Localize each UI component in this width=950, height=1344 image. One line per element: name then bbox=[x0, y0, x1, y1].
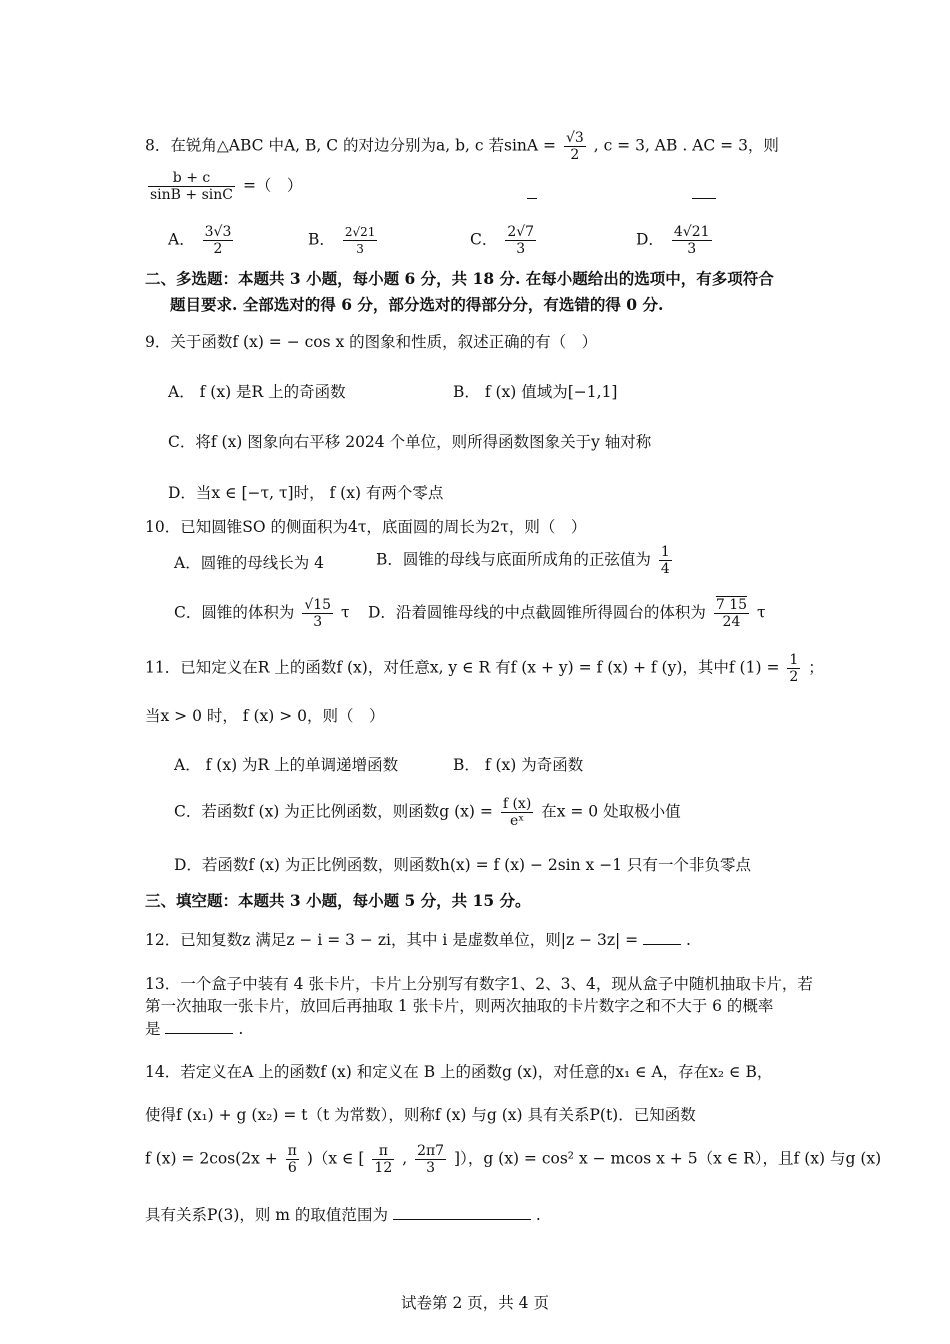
q8-lhs-tail: =（ ） bbox=[242, 176, 303, 195]
q11-condition: 当x > 0 时， f (x) > 0，则（ ） bbox=[145, 707, 385, 725]
q14-fraction bbox=[415, 1143, 446, 1176]
q11-f1-fraction bbox=[787, 652, 800, 685]
q8-stem-tail: , c = 3, AB . AC = 3，则 bbox=[593, 136, 779, 155]
q13-line3 bbox=[145, 1017, 810, 1040]
page-footer: 试卷第 2 页，共 4 页 bbox=[401, 1294, 549, 1312]
q8-option-a bbox=[168, 224, 236, 257]
option-label: D． bbox=[636, 230, 664, 249]
q13-line3-text: 是 bbox=[145, 1020, 161, 1038]
q14-domain-text: )（x ∈ [ bbox=[306, 1149, 365, 1168]
q14-line3 bbox=[145, 1143, 882, 1176]
q10-stem: 10．已知圆锥SO 的侧面积为4τ，底面圆的周长为2τ，则（ ） bbox=[145, 518, 587, 536]
option-fraction bbox=[505, 224, 536, 257]
q8-stem-text: 8．在锐角△ABC 中A, B, C 的对边分别为a, b, c 若sinA = bbox=[145, 136, 557, 155]
q14-frac-num: π bbox=[372, 1143, 394, 1160]
option-tail: τ bbox=[341, 603, 350, 622]
q8-sinA-num: √3 bbox=[565, 130, 584, 146]
q13-line2: 第一次抽取一张卡片，放回后再抽取 1 张卡片，则两次抽取的卡片数字之和不大于 6 的概率 bbox=[145, 997, 774, 1015]
q9-option-c: C．将f (x) 图象向右平移 2024 个单位，则所得函数图象关于y 轴对称 bbox=[168, 433, 652, 451]
answer-blank[interactable] bbox=[643, 928, 681, 945]
q9-option-d: D．当x ∈ [−τ, τ]时， f (x) 有两个零点 bbox=[168, 484, 444, 502]
q14-fraction bbox=[286, 1143, 299, 1176]
q8-stem bbox=[145, 130, 810, 163]
option-label: A． bbox=[168, 230, 195, 249]
q8-sinA-den: 2 bbox=[570, 147, 580, 163]
q14-fraction bbox=[372, 1143, 394, 1176]
option-text: C．若函数f (x) 为正比例函数，则函数g (x) = bbox=[174, 802, 493, 821]
option-label: C． bbox=[470, 230, 498, 249]
q11-f1-den: 2 bbox=[789, 669, 799, 685]
q12-tail: . bbox=[686, 931, 691, 949]
overline-mark bbox=[527, 198, 537, 199]
q11-f1-num: 1 bbox=[789, 652, 799, 668]
q11-stem-text: 11．已知定义在R 上的函数f (x)，对任意x, y ∈ R 有f (x + y) = f (x) + f (y)，其中f (1) = bbox=[145, 658, 780, 677]
q11-option-c bbox=[174, 796, 681, 829]
option-den: 3 bbox=[313, 614, 323, 630]
option-num: 3√3 bbox=[204, 224, 232, 240]
option-tail: 在x = 0 处取极小值 bbox=[541, 802, 681, 821]
option-num: 1 bbox=[660, 544, 670, 560]
option-text: D．沿着圆锥母线的中点截圆锥所得圆台的体积为 bbox=[368, 603, 706, 622]
option-den: 3 bbox=[356, 242, 364, 256]
q14-frac-den: 3 bbox=[426, 1160, 436, 1176]
q8-option-b bbox=[308, 224, 380, 257]
q13-tail: . bbox=[238, 1020, 244, 1038]
option-den: eˣ bbox=[509, 813, 525, 829]
option-num: 4√21 bbox=[673, 224, 710, 240]
option-num: √15 bbox=[304, 597, 332, 613]
q14-frac-den: 6 bbox=[287, 1160, 297, 1176]
q11-option-d: D．若函数f (x) 为正比例函数，则函数h(x) = f (x) − 2sin x −1 只有一个非负零点 bbox=[174, 856, 751, 874]
option-label: B． bbox=[308, 230, 335, 249]
option-den: 3 bbox=[516, 241, 526, 257]
answer-blank[interactable] bbox=[393, 1203, 531, 1220]
option-fraction bbox=[343, 224, 378, 257]
option-fraction bbox=[672, 224, 712, 257]
q9-option-a: A． f (x) 是R 上的奇函数 bbox=[168, 383, 346, 401]
option-num: 2√7 bbox=[507, 224, 535, 240]
q14-frac-num: π bbox=[287, 1143, 297, 1159]
q8-sinA-fraction bbox=[564, 130, 586, 163]
overline-mark bbox=[692, 198, 716, 199]
q11-option-b: B． f (x) 为奇函数 bbox=[453, 756, 584, 774]
q12-stem-text: 12．已知复数z 满足z − i = 3 − zi，其中 i 是虚数单位，则|z − 3z| = bbox=[145, 931, 639, 949]
option-num: 7 15 bbox=[715, 597, 748, 613]
option-fraction bbox=[501, 796, 533, 829]
q10-option-d bbox=[368, 597, 766, 630]
q14-line4 bbox=[145, 1203, 810, 1226]
option-num: 2√21 bbox=[344, 225, 376, 239]
option-fraction bbox=[659, 544, 672, 577]
q12-stem bbox=[145, 928, 810, 951]
q10-option-c bbox=[174, 597, 350, 630]
q11-stem bbox=[145, 652, 824, 685]
option-den: 24 bbox=[722, 614, 741, 630]
q14-frac-den: 12 bbox=[374, 1160, 393, 1176]
option-fraction bbox=[714, 597, 749, 630]
q8-option-d bbox=[636, 224, 715, 257]
option-den: 2 bbox=[213, 241, 223, 257]
q11-stem-tail: ； bbox=[808, 658, 824, 677]
q14-separator: , bbox=[402, 1149, 408, 1168]
option-text: B．圆锥的母线与底面所成角的正弦值为 bbox=[376, 550, 651, 569]
q10-option-a: A．圆锥的母线长为 4 bbox=[174, 554, 324, 572]
section2-heading: 二、多选题：本题共 3 小题，每小题 6 分，共 18 分. 在每小题给出的选项中，有多项符合 bbox=[145, 269, 774, 288]
q10-option-b bbox=[376, 544, 675, 577]
q14-line1: 14．若定义在A 上的函数f (x) 和定义在 B 上的函数g (x)，对任意的x₁ ∈ A，存在x₂ ∈ B， bbox=[145, 1063, 773, 1081]
q14-gx-text: ]），g (x) = cos² x − mcos x + 5（x ∈ R），且f (x) 与g (x) bbox=[454, 1149, 882, 1168]
q14-frac-num: 2π7 bbox=[417, 1143, 445, 1159]
option-fraction bbox=[302, 597, 333, 630]
q8-lhs-den: sinB + sinC bbox=[150, 187, 233, 203]
q13-line1: 13．一个盒子中装有 4 张卡片，卡片上分别写有数字1、2、3、4，现从盒子中随机抽取卡片，若 bbox=[145, 975, 813, 993]
q14-fx-text: f (x) = 2cos(2x + bbox=[145, 1149, 278, 1168]
q14-tail: . bbox=[535, 1206, 541, 1224]
q14-line2: 使得f (x₁) + g (x₂) = t（t 为常数），则称f (x) 与g (x) 具有关系P(t)．已知函数 bbox=[145, 1106, 696, 1124]
option-den: 3 bbox=[687, 241, 697, 257]
option-tail: τ bbox=[756, 603, 766, 622]
option-num: f (x) bbox=[502, 796, 532, 812]
section2-heading-line2: 题目要求. 全部选对的得 6 分，部分选对的得部分分，有选错的得 0 分. bbox=[170, 295, 664, 314]
section3-heading: 三、填空题：本题共 3 小题，每小题 5 分，共 15 分。 bbox=[145, 891, 531, 910]
q9-stem: 9．关于函数f (x) = − cos x 的图象和性质，叙述正确的有（ ） bbox=[145, 333, 598, 351]
answer-blank[interactable] bbox=[165, 1017, 233, 1034]
q8-lhs-fraction bbox=[148, 170, 235, 203]
q8-lhs-num: b + c bbox=[148, 170, 235, 187]
q14-line4-text: 具有关系P(3)，则 m 的取值范围为 bbox=[145, 1206, 388, 1224]
q9-option-b: B． f (x) 值域为[−1,1] bbox=[453, 383, 618, 401]
option-fraction bbox=[203, 224, 234, 257]
option-den: 4 bbox=[660, 561, 670, 577]
q11-option-a: A． f (x) 为R 上的单调递增函数 bbox=[174, 756, 399, 774]
q8-option-c bbox=[470, 224, 539, 257]
option-text: C．圆锥的体积为 bbox=[174, 603, 295, 622]
